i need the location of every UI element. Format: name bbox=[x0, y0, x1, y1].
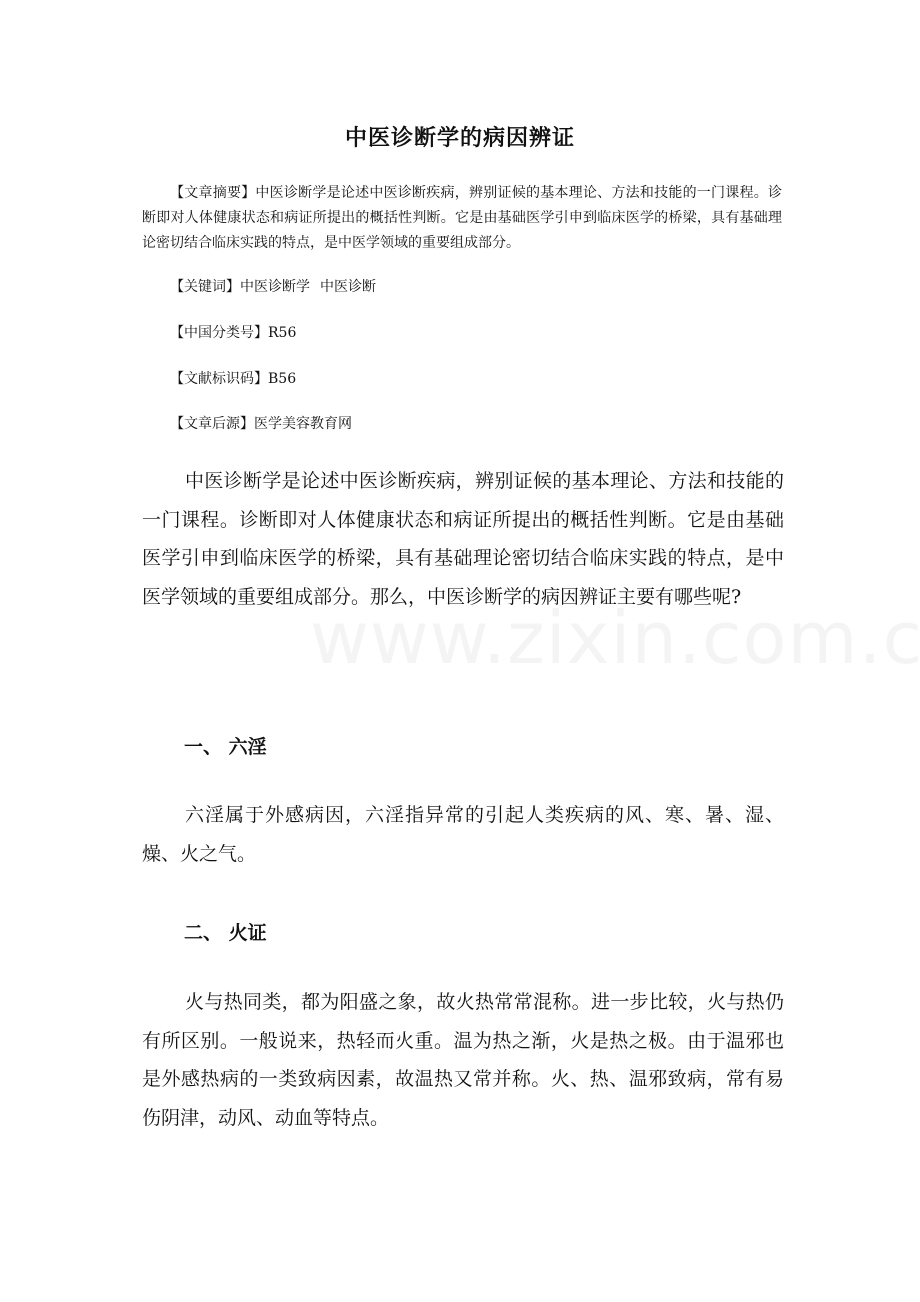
keywords-label: 【关键词】 bbox=[170, 279, 240, 295]
section-paragraph: 火与热同类，都为阳盛之象，故火热常常混称。进一步比较，火与热仍有所区别。一般说来，热轻而火重。温为热之渐，火是热之极。由于温邪也是外感热病的一类致病因素，故温热又常并称。火、热、温邪致病，常有易伤阴津，动风、动血等特点。 bbox=[142, 991, 784, 1129]
intro-paragraph: 中医诊断学是论述中医诊断疾病，辨别证候的基本理论、方法和技能的一门课程。诊断即对人体健康状态和病证所提出的概括性判断。它是由基础医学引申到临床医学的桥梁，具有基础理论密切结合临床实践的特点，是中医学领域的重要组成部分。那么，中医诊断学的病因辨证主要有哪些呢? bbox=[142, 470, 784, 608]
section-heading: 一、 六淫 bbox=[184, 736, 267, 758]
section-heading: 二、 火证 bbox=[184, 922, 267, 944]
doc-code-line: 【文献标识码】B56 bbox=[170, 371, 297, 387]
keywords-line bbox=[170, 277, 376, 297]
keyword: 中医诊断 bbox=[320, 279, 376, 295]
keyword: 中医诊断学 bbox=[240, 279, 310, 295]
section-paragraph: 六淫属于外感病因，六淫指异常的引起人类疾病的风、寒、暑、湿、燥、火之气。 bbox=[142, 804, 784, 865]
page-title: 中医诊断学的病因辨证 bbox=[344, 126, 575, 151]
abstract: 【文章摘要】中医诊断学是论述中医诊断疾病，辨别证候的基本理论、方法和技能的一门课程。诊断即对人体健康状态和病证所提出的概括性判断。它是由基础医学引申到临床医学的桥梁，具有基础理论密切结合临床实践的特点，是中医学领域的重要组成部分。 bbox=[142, 185, 782, 251]
classification-line: 【中国分类号】R56 bbox=[170, 325, 297, 341]
source-line: 【文章后源】医学美容教育网 bbox=[170, 416, 352, 432]
